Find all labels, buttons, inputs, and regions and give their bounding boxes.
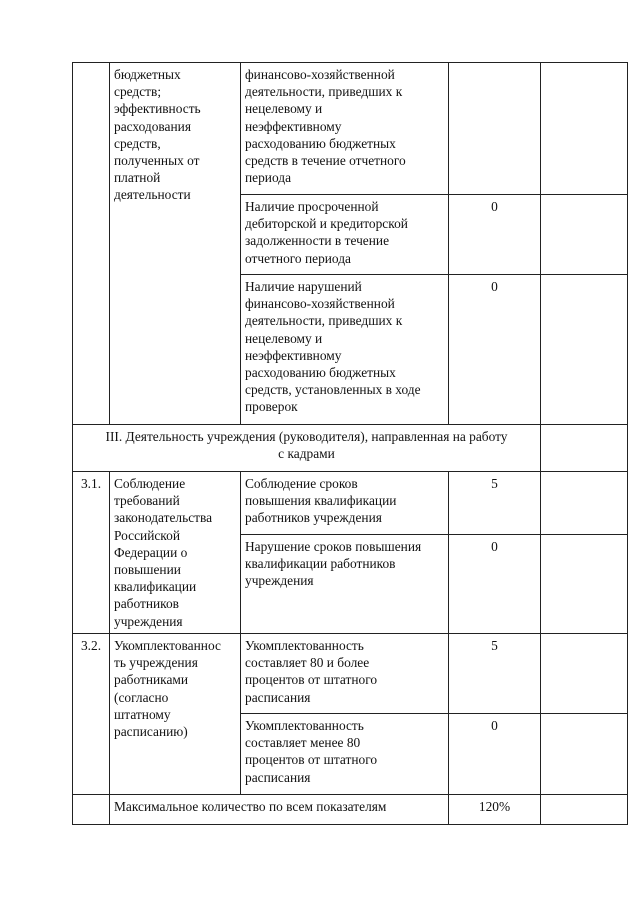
score-cell: 5	[449, 634, 541, 714]
criterion-cell: бюджетных средств; эффективность расходования средств, полученных от платной деятельности	[110, 63, 241, 425]
score-cell: 0	[449, 535, 541, 634]
score-cell: 0	[449, 714, 541, 795]
table-row	[73, 634, 628, 714]
row-number-cell: 3.1.	[73, 472, 110, 634]
row-number-cell: 3.2.	[73, 634, 110, 795]
indicator-cell: Укомплектованность составляет 80 и более процентов от штатного расписания	[241, 634, 449, 714]
assessment-cell	[541, 795, 628, 825]
assessment-cell	[541, 425, 628, 472]
assessment-cell	[541, 714, 628, 795]
indicator-cell: финансово-хозяйственной деятельности, приведших к нецелевому и неэффективному расходованию бюджетных средств в течение отчетного периода	[241, 63, 449, 195]
indicator-cell: Наличие просроченной дебиторской и кредиторской задолженности в течение отчетного периода	[241, 195, 449, 275]
total-row	[73, 795, 628, 825]
assessment-cell	[541, 275, 628, 425]
assessment-cell	[541, 634, 628, 714]
total-label: Максимальное количество по всем показателям	[110, 795, 449, 825]
indicator-cell: Укомплектованность составляет менее 80 процентов от штатного расписания	[241, 714, 449, 795]
assessment-cell	[541, 63, 628, 195]
score-cell: 0	[449, 275, 541, 425]
section-header-row	[73, 425, 628, 472]
score-cell: 5	[449, 472, 541, 535]
total-score: 120%	[449, 795, 541, 825]
indicator-cell: Соблюдение сроков повышения квалификации работников учреждения	[241, 472, 449, 535]
criteria-table	[72, 62, 628, 825]
criterion-cell: Соблюдение требований законодательства Российской Федерации о повышении квалификации работников учреждения	[110, 472, 241, 634]
indicator-cell: Нарушение сроков повышения квалификации работников учреждения	[241, 535, 449, 634]
table-row	[73, 63, 628, 195]
indicator-cell: Наличие нарушений финансово-хозяйственной деятельности, приведших к нецелевому и неэффективному расходованию бюджетных средств, установленных в ходе проверок	[241, 275, 449, 425]
row-number-cell	[73, 795, 110, 825]
score-cell	[449, 63, 541, 195]
assessment-cell	[541, 535, 628, 634]
section-title: III. Деятельность учреждения (руководителя), направленная на работу с кадрами	[73, 425, 541, 472]
table-row	[73, 472, 628, 535]
row-number-cell	[73, 63, 110, 425]
assessment-cell	[541, 195, 628, 275]
criterion-cell: Укомплектованнос ть учреждения работниками (согласно штатному расписанию)	[110, 634, 241, 795]
assessment-cell	[541, 472, 628, 535]
score-cell: 0	[449, 195, 541, 275]
